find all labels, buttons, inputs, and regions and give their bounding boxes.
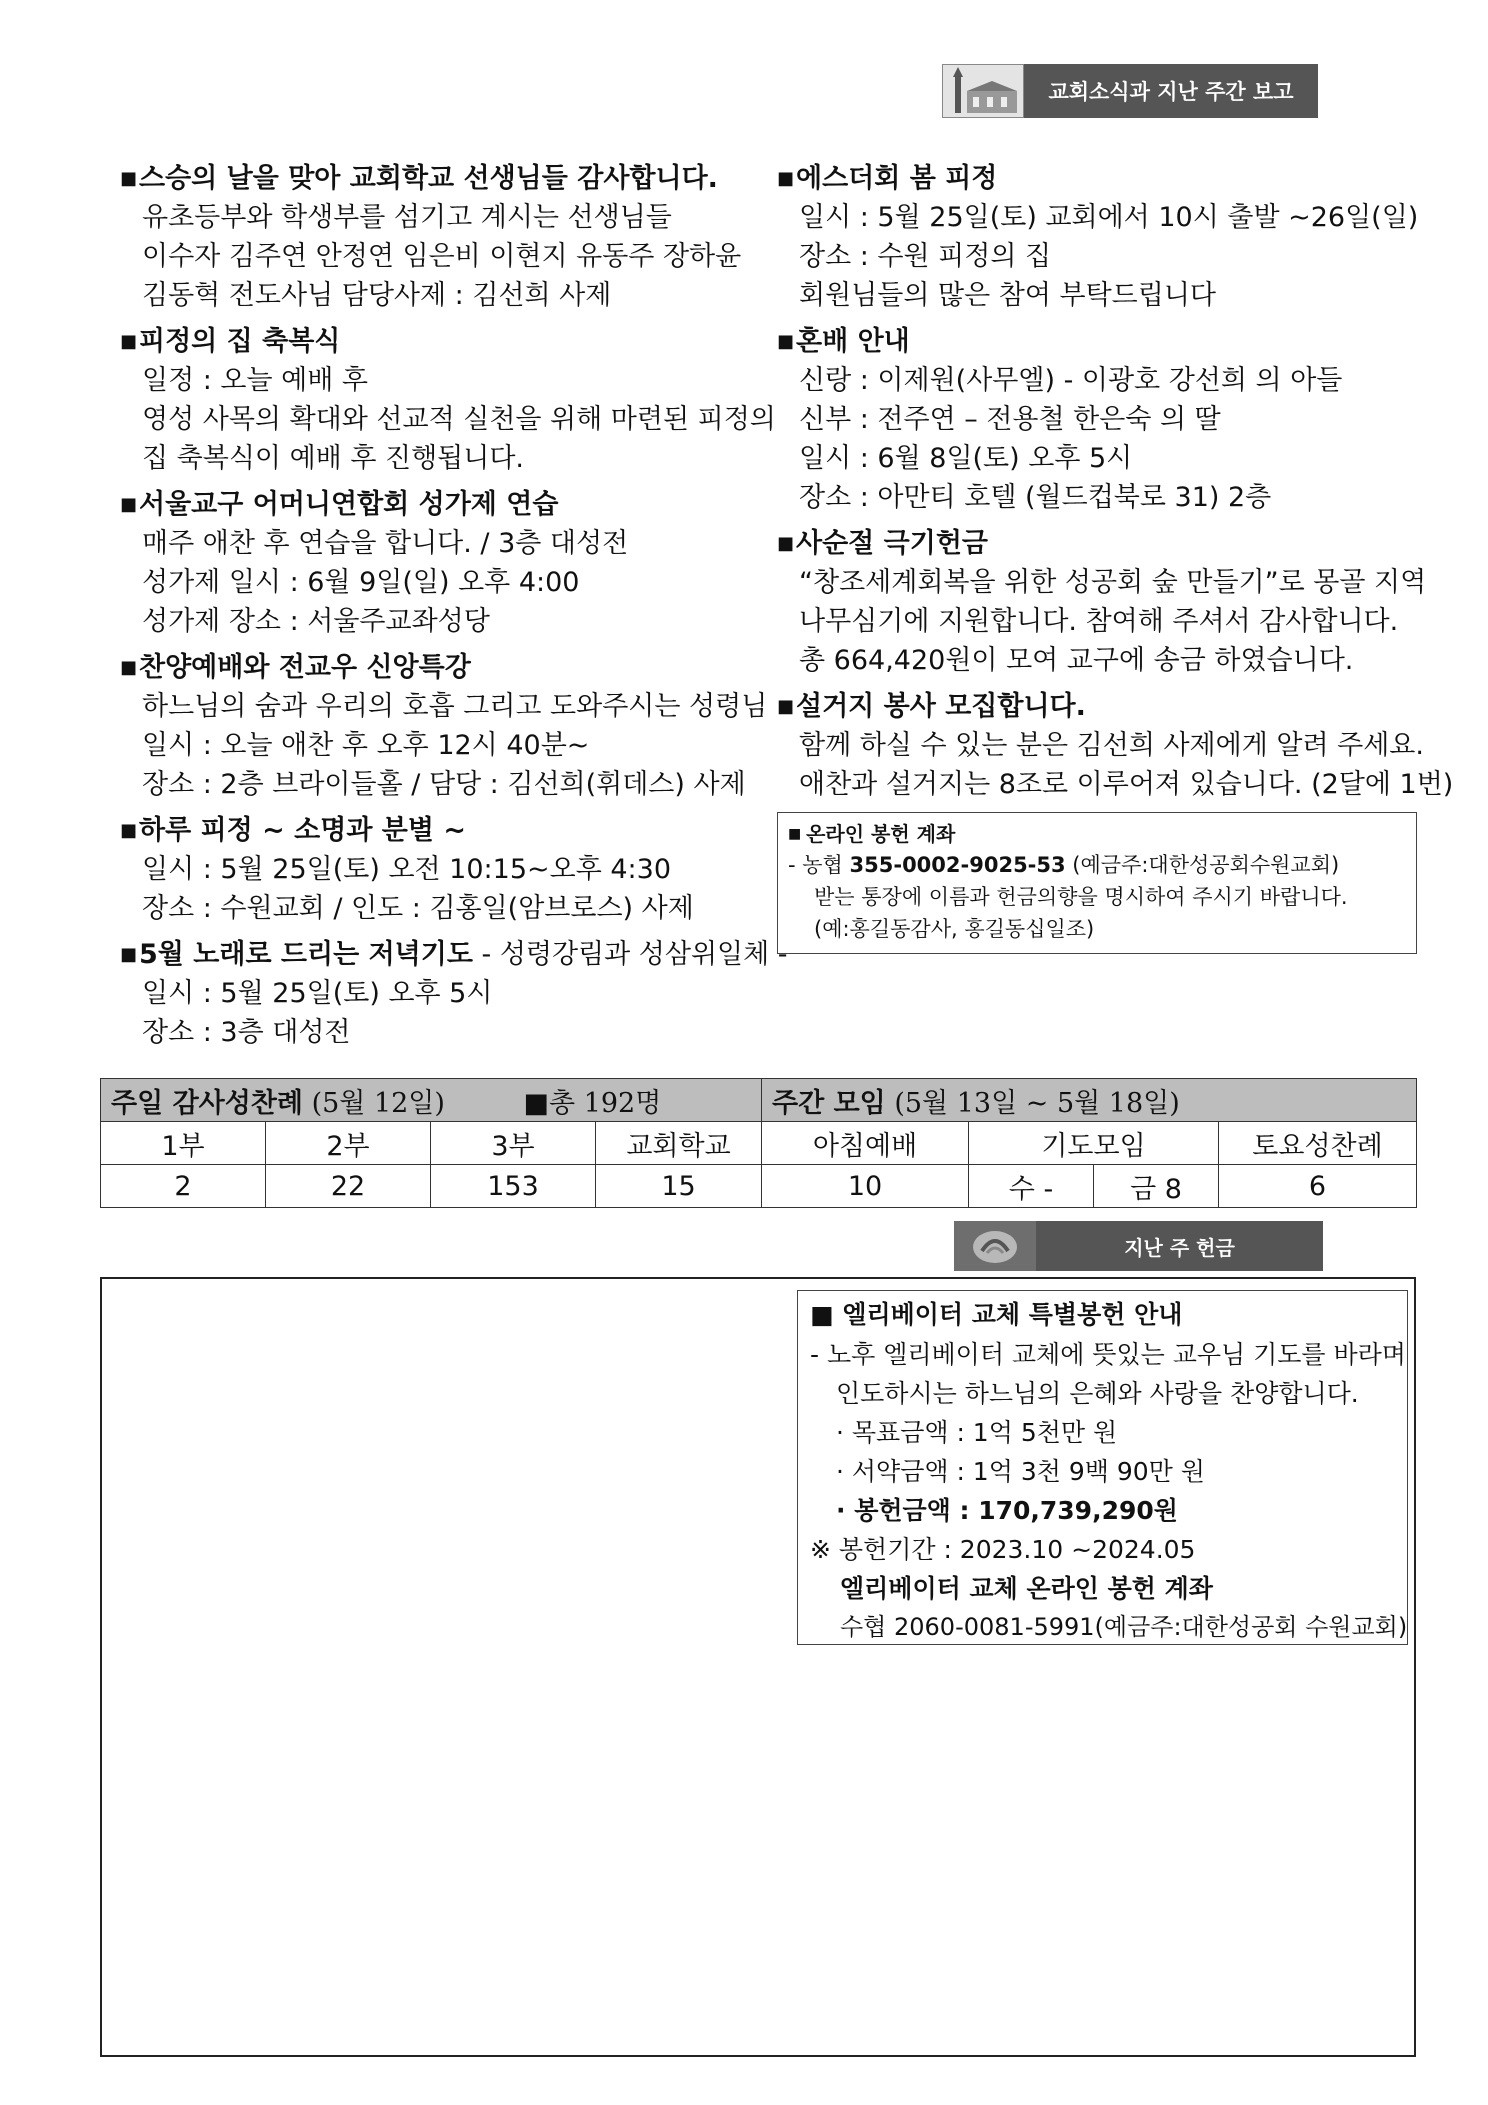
elevator-offering-box bbox=[797, 1290, 1408, 1645]
column-header: 기도모임 bbox=[969, 1122, 1219, 1165]
elevator-line: - 노후 엘리베이터 교체에 뜻있는 교우님 기도를 바라며 bbox=[810, 1340, 1406, 1369]
left-column bbox=[120, 160, 788, 1060]
column-header: 2부 bbox=[266, 1122, 431, 1165]
right-column bbox=[777, 160, 1454, 954]
section-header-label: 지난 주 헌금 bbox=[1036, 1221, 1323, 1271]
online-account-title: 온라인 봉헌 계좌 bbox=[806, 822, 956, 846]
notice-line: 일시 : 5월 25일(토) 교회에서 10시 출발 ~26일(일) bbox=[799, 202, 1419, 233]
table-cell: 10 bbox=[762, 1165, 969, 1208]
notice-line: 매주 애찬 후 연습을 합니다. / 3층 대성전 bbox=[142, 528, 629, 559]
notice-line: 집 축복식이 예배 후 진행됩니다. bbox=[142, 443, 524, 474]
notice-line: 장소 : 수원 피정의 집 bbox=[799, 241, 1052, 272]
section-header-label: 교회소식과 지난 주간 보고 bbox=[1024, 64, 1318, 118]
notice-line: 하느님의 숨과 우리의 호흡 그리고 도와주시는 성령님 bbox=[142, 691, 768, 722]
elevator-offered-amount: · 봉헌금액 : 170,739,290원 bbox=[836, 1496, 1178, 1525]
notice-dishwashing-volunteers: ■설거지 봉사 모집합니다. 함께 하실 수 있는 분은 김선희 사제에게 알려 주세요. 애찬과 설거지는 8조로 이루어져 있습니다. (2달에 1번) bbox=[777, 688, 1417, 804]
church-building-image bbox=[942, 64, 1024, 118]
attendance-header-row bbox=[101, 1079, 1417, 1122]
elevator-account-title: 엘리베이터 교체 온라인 봉헌 계좌 bbox=[840, 1574, 1213, 1603]
elevator-account: 수협 2060-0081-5991(예금주:대한성공회 수원교회) bbox=[840, 1613, 1408, 1641]
praying-hands-image bbox=[954, 1221, 1036, 1271]
notice-line: 일시 : 6월 8일(토) 오후 5시 bbox=[799, 443, 1133, 474]
notice-line: 일시 : 5월 25일(토) 오후 5시 bbox=[142, 978, 493, 1009]
section-header-church-news bbox=[942, 64, 1318, 118]
table-cell: 수 - bbox=[969, 1165, 1094, 1208]
notice-line: 일정 : 오늘 예배 후 bbox=[142, 365, 369, 396]
notice-retreat-house-blessing: ■피정의 집 축복식 일정 : 오늘 예배 후 영성 사목의 확대와 선교적 실천을 위해 마련된 피정의 집 축복식이 예배 후 진행됩니다. bbox=[120, 323, 760, 478]
table-cell: 2 bbox=[101, 1165, 266, 1208]
elevator-target-amount: · 목표금액 : 1억 5천만 원 bbox=[836, 1418, 1118, 1447]
notice-line: 일시 : 5월 25일(토) 오전 10:15~오후 4:30 bbox=[142, 854, 671, 885]
notice-worship-lecture: ■찬양예배와 전교우 신앙특강 하느님의 숨과 우리의 호흡 그리고 도와주시는 성령님 일시 : 오늘 애찬 후 오후 12시 40분~ 장소 : 2층 브라이들홀 / 담당 : 김선희(휘데스) 사제 bbox=[120, 649, 760, 804]
notice-title: 5월 노래로 드리는 저녁기도 bbox=[139, 939, 473, 970]
online-account-example: (예:홍길동감사, 홍길동십일조) bbox=[814, 917, 1095, 941]
attendance-total: ■총 192명 bbox=[523, 1087, 662, 1119]
notice-title: 서울교구 어머니연합회 성가제 연습 bbox=[139, 489, 559, 520]
sunday-eucharist-header bbox=[101, 1079, 762, 1122]
elevator-line: 인도하시는 하느님의 은혜와 사랑을 찬양합니다. bbox=[836, 1379, 1359, 1408]
column-header: 아침예배 bbox=[762, 1122, 969, 1165]
notice-lent-offering: ■사순절 극기헌금 “창조세계회복을 위한 성공회 숲 만들기”로 몽골 지역 나무심기에 지원합니다. 참여해 주셔서 감사합니다. 총 664,420원이 모여 교구에 송금 하였습니다. bbox=[777, 525, 1417, 680]
table-cell: 15 bbox=[596, 1165, 762, 1208]
online-account-instruction: 받는 통장에 이름과 헌금의향을 명시하여 주시기 바랍니다. bbox=[814, 885, 1348, 909]
notice-line: 회원님들의 많은 참여 부탁드립니다 bbox=[799, 280, 1216, 311]
sunday-eucharist-date: (5월 12일) bbox=[311, 1087, 445, 1119]
notice-line: 총 664,420원이 모여 교구에 송금 하였습니다. bbox=[799, 645, 1354, 676]
notice-title: 에스더회 봄 피정 bbox=[796, 163, 998, 194]
notice-line: 성가제 일시 : 6월 9일(일) 오후 4:00 bbox=[142, 567, 580, 598]
notice-title: 찬양예배와 전교우 신앙특강 bbox=[139, 652, 471, 683]
notice-line: 신부 : 전주연 – 전용철 한은숙 의 딸 bbox=[799, 404, 1221, 435]
notice-line: 장소 : 수원교회 / 인도 : 김홍일(암브로스) 사제 bbox=[142, 893, 694, 924]
notice-title: 피정의 집 축복식 bbox=[139, 326, 341, 357]
notice-evening-prayer: ■5월 노래로 드리는 저녁기도 - 성령강림과 성삼위일체 - 일시 : 5월 25일(토) 오후 5시 장소 : 3층 대성전 bbox=[120, 936, 760, 1052]
notice-line: 일시 : 오늘 애찬 후 오후 12시 40분~ bbox=[142, 730, 590, 761]
column-header: 교회학교 bbox=[596, 1122, 762, 1165]
attendance-value-row bbox=[101, 1165, 1417, 1208]
notice-line: 김동혁 전도사님 담당사제 : 김선희 사제 bbox=[142, 280, 612, 311]
column-header: 3부 bbox=[431, 1122, 596, 1165]
table-cell: 금 8 bbox=[1094, 1165, 1219, 1208]
section-header-last-week-offering bbox=[954, 1221, 1323, 1271]
notice-line: 장소 : 3층 대성전 bbox=[142, 1017, 351, 1048]
weekly-meeting-header bbox=[762, 1079, 1417, 1122]
notice-subtitle: - 성령강림과 성삼위일체 - bbox=[472, 939, 788, 970]
notice-line: 애찬과 설거지는 8조로 이루어져 있습니다. (2달에 1번) bbox=[799, 769, 1454, 800]
table-cell: 153 bbox=[431, 1165, 596, 1208]
notice-choir-practice: ■서울교구 어머니연합회 성가제 연습 매주 애찬 후 연습을 합니다. / 3층 대성전 성가제 일시 : 6월 9일(일) 오후 4:00 성가제 장소 : 서울주교좌성당 bbox=[120, 486, 760, 641]
weekly-meeting-date: (5월 13일 ~ 5월 18일) bbox=[894, 1087, 1180, 1119]
notice-esther-retreat: ■에스더회 봄 피정 일시 : 5월 25일(토) 교회에서 10시 출발 ~26일(일) 장소 : 수원 피정의 집 회원님들의 많은 참여 부탁드립니다 bbox=[777, 160, 1417, 315]
elevator-period: ※ 봉헌기간 : 2023.10 ~2024.05 bbox=[810, 1535, 1196, 1564]
elevator-pledged-amount: · 서약금액 : 1억 3천 9백 90만 원 bbox=[836, 1457, 1205, 1486]
online-account-prefix: - 농협 bbox=[788, 853, 850, 877]
elevator-title: ■ 엘리베이터 교체 특별봉헌 안내 bbox=[810, 1300, 1183, 1329]
notice-wedding: ■혼배 안내 신랑 : 이제원(사무엘) - 이광호 강선희 의 아들 신부 : 전주연 – 전용철 한은숙 의 딸 일시 : 6월 8일(토) 오후 5시 장소 : 아만티 호텔 (월드컵북로 31) 2층 bbox=[777, 323, 1417, 517]
notice-line: 이수자 김주연 안정연 임은비 이현지 유동주 장하윤 bbox=[142, 241, 742, 272]
attendance-column-row bbox=[101, 1122, 1417, 1165]
online-account-number: 355-0002-9025-53 bbox=[849, 853, 1066, 877]
notice-teachers-thanks: ■스승의 날을 맞아 교회학교 선생님들 감사합니다. 유초등부와 학생부를 섬기고 계시는 선생님들 이수자 김주연 안정연 임은비 이현지 유동주 장하윤 김동혁 전도사님 담당사제 : 김선희 사제 bbox=[120, 160, 760, 315]
weekly-meeting-title: 주간 모임 bbox=[772, 1087, 886, 1119]
notice-title: 설거지 봉사 모집합니다. bbox=[796, 691, 1086, 722]
online-offering-account-box: ■ 온라인 봉헌 계좌 - 농협 355-0002-9025-53 (예금주:대한성공회수원교회) 받는 통장에 이름과 헌금의향을 명시하여 주시기 바랍니다. (예:홍길동감사, 홍길동십일조) bbox=[777, 812, 1417, 954]
notice-line: 장소 : 아만티 호텔 (월드컵북로 31) 2층 bbox=[799, 482, 1272, 513]
attendance-table bbox=[100, 1078, 1417, 1208]
notice-line: 신랑 : 이제원(사무엘) - 이광호 강선희 의 아들 bbox=[799, 365, 1343, 396]
notice-line: 영성 사목의 확대와 선교적 실천을 위해 마련된 피정의 bbox=[142, 404, 776, 435]
notice-line: 성가제 장소 : 서울주교좌성당 bbox=[142, 606, 490, 637]
notice-one-day-retreat: ■하루 피정 ~ 소명과 분별 ~ 일시 : 5월 25일(토) 오전 10:15~오후 4:30 장소 : 수원교회 / 인도 : 김홍일(암브로스) 사제 bbox=[120, 812, 760, 928]
notice-line: 나무심기에 지원합니다. 참여해 주셔서 감사합니다. bbox=[799, 606, 1399, 637]
table-cell: 22 bbox=[266, 1165, 431, 1208]
notice-line: 유초등부와 학생부를 섬기고 계시는 선생님들 bbox=[142, 202, 672, 233]
column-header: 1부 bbox=[101, 1122, 266, 1165]
online-account-holder: (예금주:대한성공회수원교회) bbox=[1065, 853, 1340, 877]
notice-title: 사순절 극기헌금 bbox=[796, 528, 988, 559]
notice-title: 하루 피정 ~ 소명과 분별 ~ bbox=[139, 815, 466, 846]
notice-line: “창조세계회복을 위한 성공회 숲 만들기”로 몽골 지역 bbox=[799, 567, 1427, 598]
sunday-eucharist-title: 주일 감사성찬례 bbox=[111, 1087, 303, 1119]
notice-line: 함께 하실 수 있는 분은 김선희 사제에게 알려 주세요. bbox=[799, 730, 1424, 761]
notice-title: 혼배 안내 bbox=[796, 326, 910, 357]
column-header: 토요성찬례 bbox=[1219, 1122, 1417, 1165]
notice-title: 스승의 날을 맞아 교회학교 선생님들 감사합니다. bbox=[139, 163, 718, 194]
notice-line: 장소 : 2층 브라이들홀 / 담당 : 김선희(휘데스) 사제 bbox=[142, 769, 746, 800]
table-cell: 6 bbox=[1219, 1165, 1417, 1208]
